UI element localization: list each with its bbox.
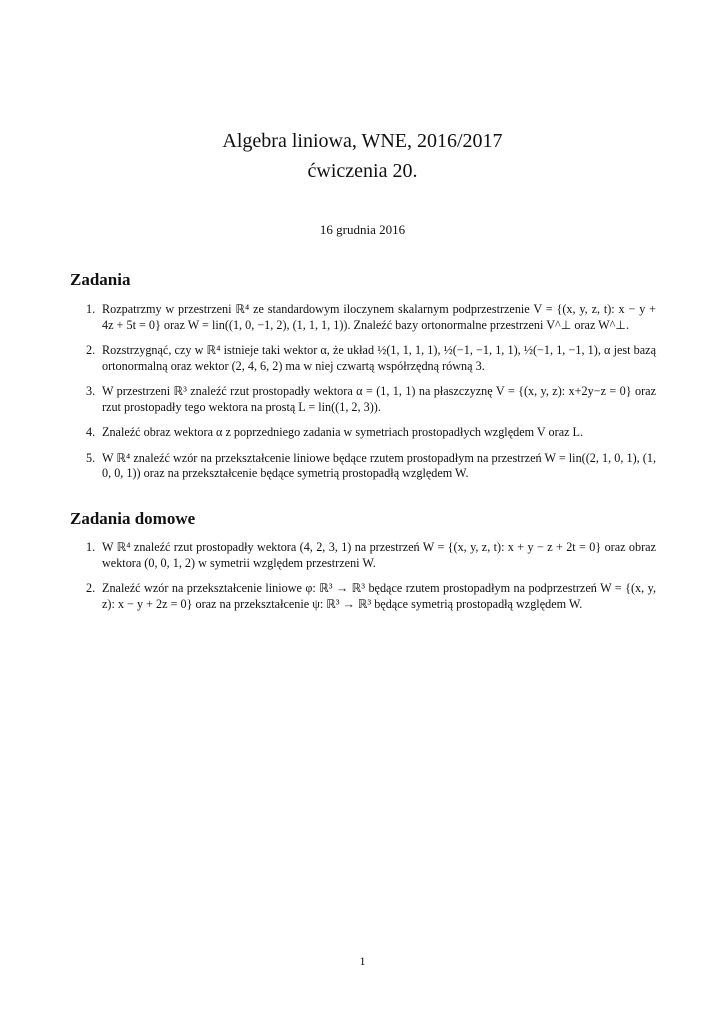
task-number: 4. <box>86 425 96 439</box>
document-subtitle: ćwiczenia 20. <box>307 160 418 182</box>
task-number: 2. <box>86 343 96 357</box>
task-text: Rozpatrzmy w przestrzeni ℝ⁴ ze standardowym iloczynem skalarnym podprzestrzenie V = {(x, y, z, t): x − y + 4z + 5t = 0} oraz W = lin((1, 0, −1, 2), (1, 1, 1, 1)). Znaleźć bazy ortonormalne przestrzeni V^⊥ oraz W^⊥. <box>102 302 656 332</box>
task-number: 1. <box>86 302 96 316</box>
task-number: 3. <box>86 384 96 398</box>
task-text: Znaleźć obraz wektora α z poprzedniego zadania w symetriach prostopadłych względem V oraz L. <box>102 425 584 439</box>
section-heading-zadania-domowe: Zadania domowe <box>70 509 196 528</box>
task-text: W ℝ⁴ znaleźć wzór na przekształcenie liniowe będące rzutem prostopadłym na przestrzeń W = lin((2, 1, 0, 1), (1, 0, 0, 1)) oraz na przekształcenie będące symetrią prostopadłą względem W. <box>102 450 656 480</box>
task-list-zadania <box>86 302 656 492</box>
task-text: Znaleźć wzór na przekształcenie liniowe φ: ℝ³ → ℝ³ będące rzutem prostopadłym na podprzestrzeń W = {(x, y, z): x − y + 2z = 0} oraz na przekształcenie ψ: ℝ³ → ℝ³ będące symetrią prostopadłą względem W. <box>102 581 656 611</box>
task-number: 5. <box>86 450 96 465</box>
task-text: Rozstrzygnąć, czy w ℝ⁴ istnieje taki wektor α, że układ ½(1, 1, 1, 1), ½(−1, −1, 1, 1), ½(−1, 1, −1, 1), α jest bazą ortonormalną oraz wektor (2, 4, 6, 2) ma w niej czwartą współrzędną równą 3. <box>102 343 656 373</box>
title-block <box>0 126 725 186</box>
list-item <box>86 451 656 482</box>
task-number: 1. <box>86 540 96 554</box>
document-title: Algebra liniowa, WNE, 2016/2017 <box>222 130 503 152</box>
task-list-zadania-domowe <box>86 540 656 622</box>
list-item <box>86 302 656 333</box>
document-date: 16 grudnia 2016 <box>319 222 406 237</box>
list-item <box>86 384 656 415</box>
task-number: 2. <box>86 581 96 595</box>
list-item <box>86 343 656 374</box>
page-number: 1 <box>359 954 366 968</box>
list-item <box>86 540 656 571</box>
list-item <box>86 581 656 612</box>
section-heading-zadania: Zadania <box>70 270 131 289</box>
task-text: W przestrzeni ℝ³ znaleźć rzut prostopadły wektora α = (1, 1, 1) na płaszczyznę V = {(x, y, z): x+2y−z = 0} oraz rzut prostopadły tego wektora na prostą L = lin((1, 2, 3)). <box>102 384 656 414</box>
list-item <box>86 425 656 441</box>
task-text: W ℝ⁴ znaleźć rzut prostopadły wektora (4, 2, 3, 1) na przestrzeń W = {(x, y, z, t): x + y − z + 2t = 0} oraz obraz wektora (0, 0, 1, 2) w symetrii względem przestrzeni W. <box>102 540 656 570</box>
